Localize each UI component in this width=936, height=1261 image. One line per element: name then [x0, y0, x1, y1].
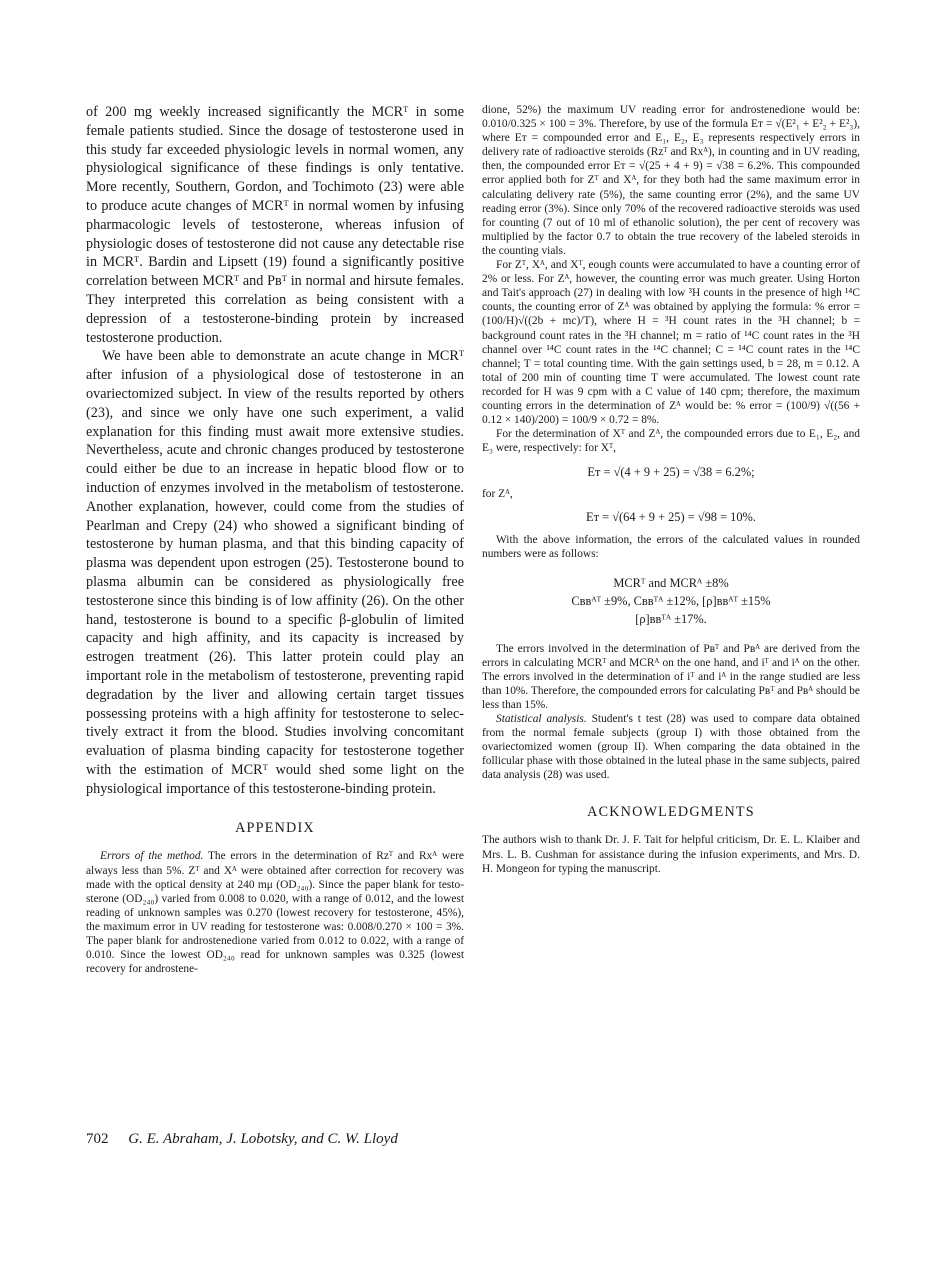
paragraph: For Zᵀ, Xᴬ, and Xᵀ, eough counts were accumulated to have a counting error of 2% or less. For Zᴬ, however, the counting error was much greater. Using Horton and Tait's approach (27) in dealing with low ³H counts in the presence of high ¹⁴C counts, the counting error of Zᴬ was obtained by applying the formula: % error = (100/H)√((2b + mc)/T), where H = ³H count rates in the ³H channel; b = background count rates in the ³H channel; m = ratio of ¹⁴C count rates in the ³H channel over ¹⁴C count rates in the ¹⁴C channel; C = ¹⁴C count rates in the ¹⁴C channel; T = total counting time. With the gain settings used, b = 28, m = 0.12. A total of 200 min of counting time T were accumulated. The lowest count rate recorded for H was 9 cpm with a C value of 140 cpm; therefore, the maximum counting errors in the determination of Zᴬ would be: % error = (100/9) √((56 + 0.12 × 140)/200) = 100/9 × 0.72 = 8%. — [482, 259, 860, 427]
left-column — [86, 103, 464, 976]
running-authors: G. E. Abraham, J. Lobotsky, and C. W. Lloyd — [128, 1131, 398, 1147]
statistical-paragraph — [482, 712, 860, 782]
page-number: 702 — [86, 1131, 109, 1147]
error-summary — [482, 574, 860, 628]
summary-line: Cʙʙᴬᵀ ±9%, Cʙʙᵀᴬ ±12%, [ρ]ʙʙᴬᵀ ±15% — [571, 593, 771, 608]
errors-label: Errors of the method. — [100, 850, 204, 863]
for-za-label: for Zᴬ, — [482, 488, 513, 501]
paragraph: of 200 mg weekly increased significantly the MCRᵀ in some female patients studied. Since the dosage of testosterone used in this study far exceeded physiologic levels in normal women, any physiological significance of these findings is only tentative. More recently, Southern, Gordon, and Tochimoto (23) were able to produce acute changes of MCRᵀ in normal women by infusing pharmacologic levels of testosterone, whereas infusion of physiologic doses of testosterone did not cause any detectable rise in MCRᵀ. Bardin and Lipsett (19) found a significantly positive correlation between MCRᵀ and Pʙᵀ in normal and hirsute females. They interpreted this correlation as being consistent with a depression of a testosterone-binding protein by increased testosterone production. — [86, 104, 464, 346]
acknowledgments-heading: ACKNOWLEDGMENTS — [587, 804, 755, 821]
errors-text: The errors in the determination of Rᴢᵀ and Rxᴬ were always less than 5%. Zᵀ and Xᴬ were obtained after correction for recovery was made with the optical density at 240 mμ (OD₂₄₀). Since the paper blank for testosterone (OD₂₄₀) varied from 0.008 to 0.020, with a range of 0.012, and the lowest reading of unknown samples was 0.270 (lowest recovery for testosterone, 45%), the maximum error in UV reading for testosterone was: 0.008/0.270 × 100 = 3%. The paper blank for androstenedione varied from 0.012 to 0.022, with a range of 0.010. Since the lowest OD₂₄₀ read for unknown samples was 0.325 (lowest recovery for androstene- — [86, 850, 464, 976]
paragraph: The errors involved in the determination of Pʙᵀ and Pʙᴬ are derived from the errors in calculating MCRᵀ and MCRᴬ on the one hand, and iᵀ and iᴬ on the other. The errors involved in the determination of iᵀ and iᴬ in the range studied are less than 10%. Therefore, the compounded errors for calculating Pʙᵀ and Pʙᴬ should be less than 15%. — [482, 642, 860, 711]
right-column — [482, 103, 860, 876]
summary-line: [ρ]ʙʙᵀᴬ ±17%. — [635, 611, 707, 626]
stat-text: Student's t test (28) was used to compare data obtained from the normal female subjects (group I) with those obtained from the ovariectomized women (group II). When comparing the data obtained in the follicular phase with those obtained in the luteal phase in the same subjects, paired data analysis (28) was used. — [482, 713, 860, 782]
paragraph: With the above information, the errors of the calculated values in rounded numbers were as follows: — [482, 534, 860, 561]
acknowledgments-text: The authors wish to thank Dr. J. F. Tait for helpful criticism, Dr. E. L. Klaiber and Mrs. L. B. Cushman for assistance during the infusion experiments, and Mrs. D. H. Mongeon for typing the manuscript. — [482, 834, 860, 875]
appendix-heading: APPENDIX — [235, 820, 315, 837]
equation-za: Eᴛ = √(64 + 9 + 25) = √98 = 10%. — [586, 510, 756, 525]
stat-label: Statistical analysis. — [496, 713, 587, 725]
summary-line: MCRᵀ and MCRᴬ ±8% — [613, 575, 729, 590]
errors-paragraph — [86, 849, 464, 976]
paragraph: dione, 52%) the maximum UV reading error for androstenedione would be: 0.010/0.325 × 100 = 3%. Therefore, by use of the formula Eᴛ = √(E²₁ + E²₂ + E²₃), where Eᴛ = compounded error and E₁, E₂, E₃ represents respectively errors in delivery rate of radioactive steroids (Rᴢᵀ and Rxᴬ), in counting and in UV reading, then, the compounded error Eᴛ = √(25 + 4 + 9) = √38 = 6.2%. This compounded error applied both for Zᵀ and Xᴬ, for they both had the same maximum error in calculating delivery rate (5%), the same counting error (2%), and the same UV reading error (3%). Since only 70% of the recovered radioactive steroids was used for counting (7 out of 10 ml of ethanolic solution), the per cent of recovery was multiplied by the factor 0.7 to obtain the true recovery of the labeled steroids in the counting vials. — [482, 104, 860, 257]
paragraph: For the determination of Xᵀ and Zᴬ, the compounded errors due to E₁, E₂, and E₃ were, respectively: for Xᵀ, — [482, 428, 860, 455]
page-footer — [86, 1131, 506, 1148]
discussion-text — [86, 103, 464, 798]
equation-xt: Eᴛ = √(4 + 9 + 25) = √38 = 6.2%; — [587, 465, 755, 480]
paragraph: We have been able to demonstrate an acute change in MCRᵀ after infusion of a physiological dose of testosterone in an ovariectomized subject. In view of the results reported by others (23), and since we only have one such experiment, a valid explanation for this finding must await more extensive studies. Nevertheless, acute and chronic changes produced by testosterone could either be due to an increase in hepatic blood flow or to induction of enzymes involved in the metabolism of testosterone. Another explanation, however, could come from the studies of Pearlman and Crepy (24) who showed a significant binding of testosterone by human plasma, and that this binding capacity of plasma was dependent upon estrogen (25). Testosterone bound to plasma albumin can be considered as physiologically free testosterone since this binding is of low affinity (26). On the other hand, testosterone is bound to a specific β-globulin of limited capacity and high affinity, and its capacity is increased by estrogen treatment (26). This latter protein could play an important role in the metabolism of testosterone, preventing rapid degradation by the liver and allowing certain target tissues possessing proteins with a high affinity for testosterone to selectively extract it from the blood. Studies involving concomitant evaluation of plasma binding capacity for testosterone together with the estimation of MCRᵀ would shed some light on the physiological importance of this testosterone-binding protein. — [86, 348, 464, 797]
